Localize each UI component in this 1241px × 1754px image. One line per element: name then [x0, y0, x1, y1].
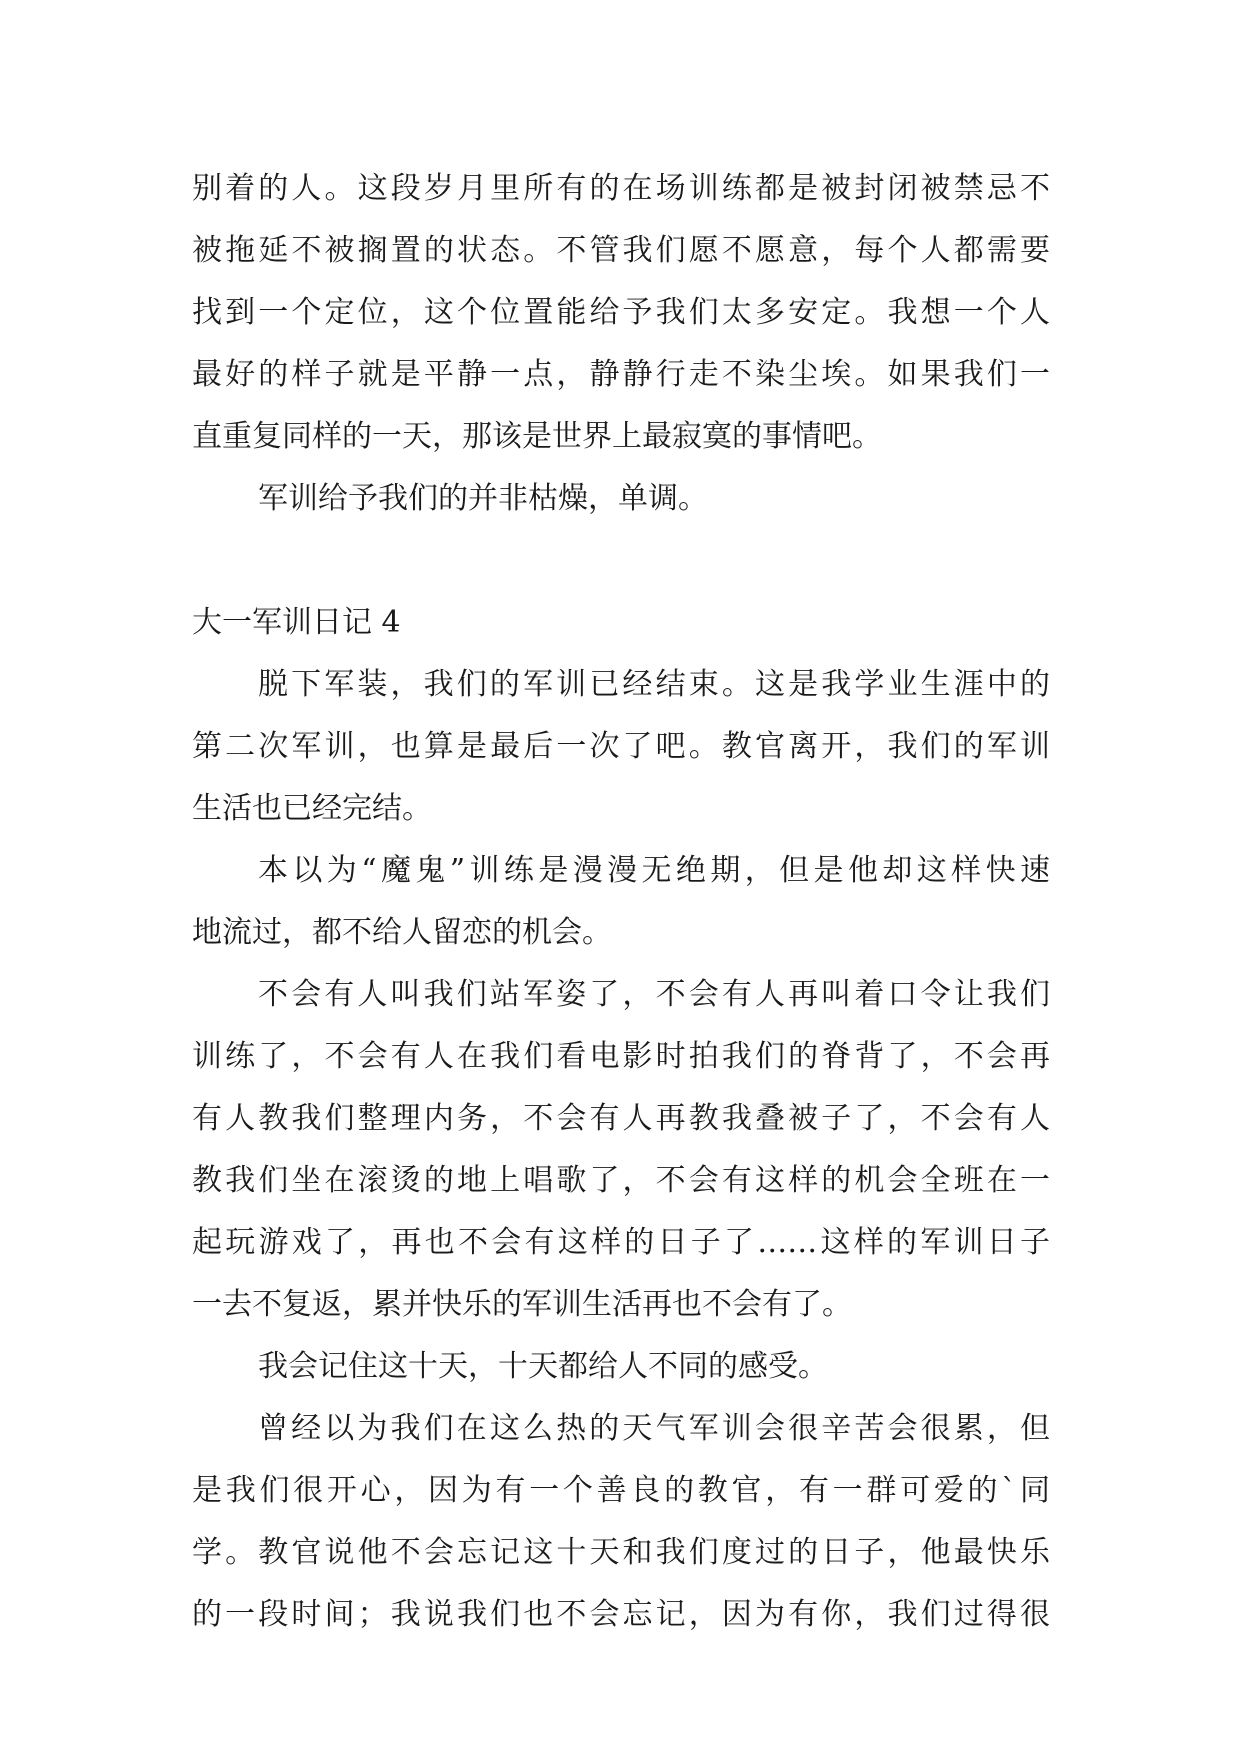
text-line: 生活也已经完结。 [192, 791, 432, 826]
text-line: 脱下军装，我们的军训已经结束。这是我学业生涯中的 [258, 667, 1050, 702]
text-line: 学。教官说他不会忘记这十天和我们度过的日子，他最快乐 [192, 1535, 1050, 1570]
text-line: 曾经以为我们在这么热的天气军训会很辛苦会很累，但 [258, 1411, 1050, 1446]
text-line: 第二次军训，也算是最后一次了吧。教官离开，我们的军训 [192, 729, 1050, 764]
section-heading: 大一军训日记 4 [192, 605, 401, 640]
text-line: 是我们很开心，因为有一个善良的教官，有一群可爱的`同 [192, 1473, 1050, 1508]
text-line: 教我们坐在滚烫的地上唱歌了，不会有这样的机会全班在一 [192, 1163, 1050, 1198]
text-line: 别着的人。这段岁月里所有的在场训练都是被封闭被禁忌不 [192, 171, 1050, 206]
text-line: 最好的样子就是平静一点，静静行走不染尘埃。如果我们一 [192, 357, 1050, 392]
text-line: 被拖延不被搁置的状态。不管我们愿不愿意，每个人都需要 [192, 233, 1050, 268]
document-body [192, 158, 1050, 1646]
text-line: 的一段时间；我说我们也不会忘记，因为有你，我们过得很 [192, 1597, 1050, 1632]
text-line: 找到一个定位，这个位置能给予我们太多安定。我想一个人 [192, 295, 1050, 330]
text-line: 起玩游戏了，再也不会有这样的日子了……这样的军训日子 [192, 1225, 1050, 1260]
text-line: 不会有人叫我们站军姿了，不会有人再叫着口令让我们 [258, 977, 1050, 1012]
text-line: 有人教我们整理内务，不会有人再教我叠被子了，不会有人 [192, 1101, 1050, 1136]
text-line: 直重复同样的一天，那该是世界上最寂寞的事情吧。 [192, 419, 882, 454]
blank-line [192, 530, 1050, 592]
text-line: 本以为“魔鬼”训练是漫漫无绝期，但是他却这样快速 [258, 853, 1050, 888]
text-line: 地流过，都不给人留恋的机会。 [192, 915, 612, 950]
text-line: 我会记住这十天，十天都给人不同的感受。 [258, 1349, 828, 1384]
text-line: 一去不复返，累并快乐的军训生活再也不会有了。 [192, 1287, 852, 1322]
text-line: 训练了，不会有人在我们看电影时拍我们的脊背了，不会再 [192, 1039, 1050, 1074]
text-line: 军训给予我们的并非枯燥，单调。 [258, 481, 708, 516]
